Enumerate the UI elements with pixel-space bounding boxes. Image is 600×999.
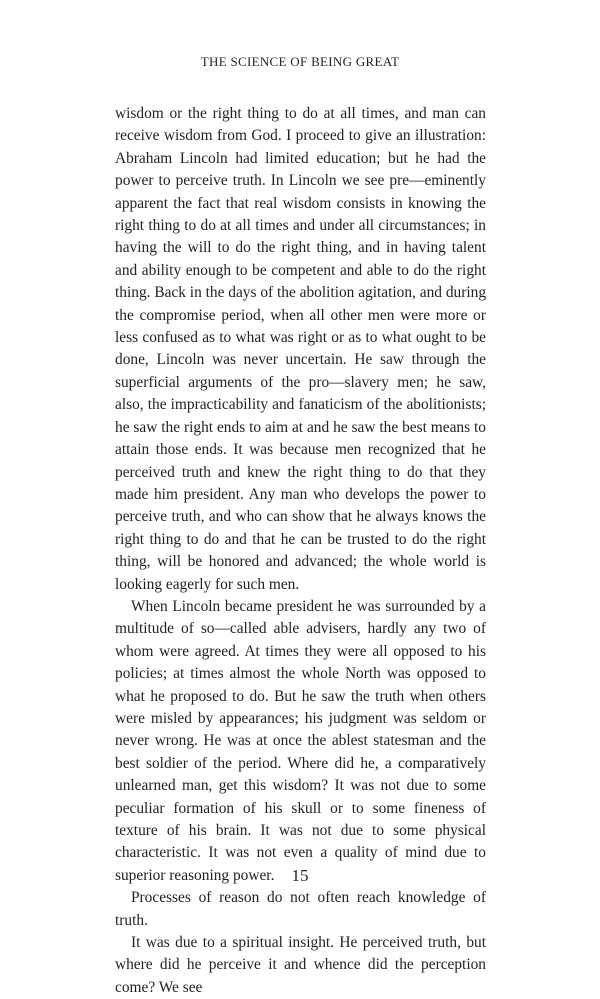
paragraph-spiritual-insight: It was due to a spiritual insight. He perceived truth, but where did he perceive it and whence did the perception come? We see bbox=[115, 934, 486, 996]
paragraph-lincoln-president: When Lincoln became president he was surrounded by a multitude of so—called able advisers, hardly any two of whom were agreed. At times they were all opposed to his policies; at times almost the whole North was opposed to what he proposed to do. But he saw the truth when others were misled by appearances; his judgment was seldom or never wrong. He was at once the ablest statesman and the best soldier of the period. Where did he, a comparatively unlearned man, get this wisdom? It was not due to some peculiar formation of his skull or to some fineness of texture of his brain. It was not due to some physical characteristic. It was not even a quality of mind due to superior reasoning power. bbox=[115, 597, 486, 884]
paragraph-continuation: wisdom or the right thing to do at all times, and man can receive wisdom from God. I proceed to give an illustration: Abraham Lincoln had limited education; but he had the power to perceive truth. In Lincoln we see pre—eminently apparent the fact that real wisdom consists in knowing the right thing to do at all times and under all circumstances; in having the will to do the right thing, and in having talent and ability enough to be competent and able to do the right thing. Back in the days of the abolition agitation, and during the compromise period, when all other men were more or less confused as to what was right or as to what ought to be done, Lincoln was never uncertain. He saw through the superficial arguments of the pro—slavery men; he saw, also, the impracticability and fanaticism of the abolitionists; he saw the right ends to aim at and he saw the best means to attain those ends. It was because men recognized that he perceived truth and knew the right thing to do that they made him president. Any man who develops the power to perceive truth, and who can show that he always knows the right thing to do and that he can be trusted to do the right thing, will be honored and advanced; the whole world is looking eagerly for such men. bbox=[115, 105, 487, 593]
body-text bbox=[115, 103, 486, 999]
running-header: THE SCIENCE OF BEING GREAT bbox=[200, 54, 400, 69]
page-number: 15 bbox=[291, 866, 309, 885]
paragraph-reason: Processes of reason do not often reach knowledge of truth. bbox=[115, 889, 486, 929]
